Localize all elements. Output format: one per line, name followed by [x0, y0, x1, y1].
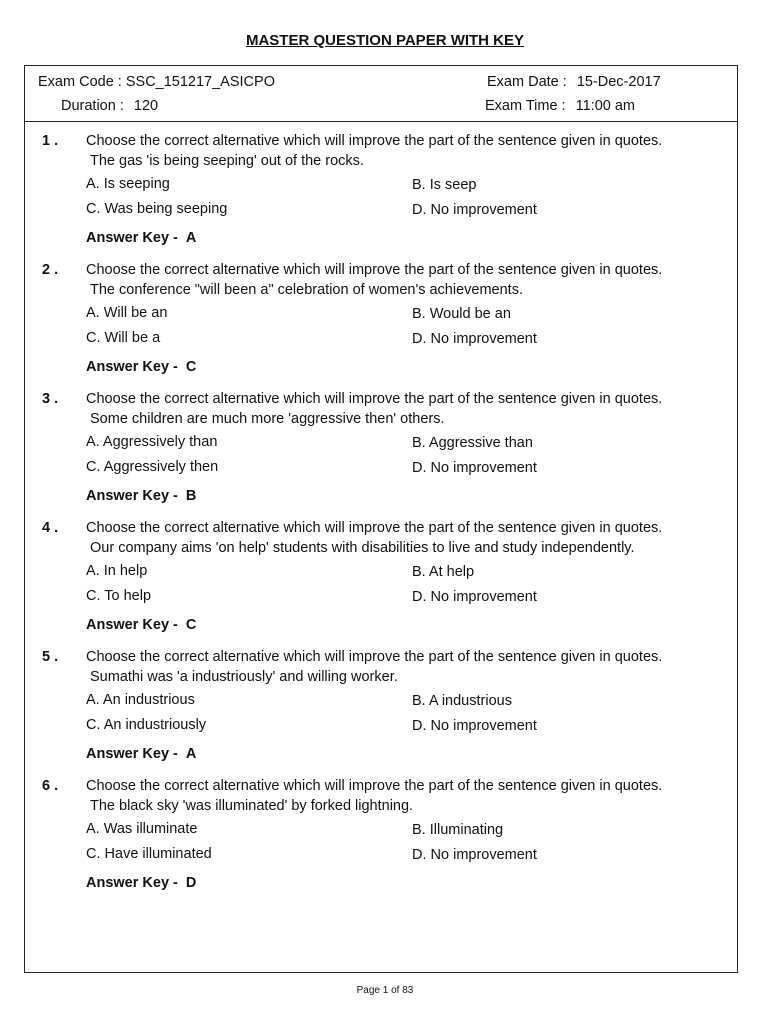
answer-key	[86, 875, 196, 891]
answer-key-label: Answer Key -	[86, 617, 178, 633]
exam-time-value: 11:00 am	[575, 98, 635, 114]
answer-key-label: Answer Key -	[86, 746, 178, 762]
exam-code-label: Exam Code :	[38, 74, 122, 90]
option-d: D. No improvement	[412, 460, 537, 476]
question-number: 4 .	[42, 520, 59, 536]
duration	[61, 98, 158, 114]
answer-key-value: C	[185, 617, 197, 633]
answer-key-value: A	[185, 746, 197, 762]
question-number: 5 .	[42, 649, 59, 665]
question-prompt: Choose the correct alternative which will improve the part of the sentence given in quotes.	[86, 649, 663, 665]
exam-time-label: Exam Time :	[485, 98, 566, 114]
question-number: 1 .	[42, 133, 59, 149]
option-b: B. A industrious	[412, 693, 512, 709]
answer-key-value: B	[185, 488, 197, 504]
question-number: 3 .	[42, 391, 59, 407]
question-prompt: Choose the correct alternative which will improve the part of the sentence given in quotes.	[86, 391, 663, 407]
question-sentence: The conference "will been a" celebration of women's achievements.	[90, 282, 523, 298]
option-a: A. Is seeping	[86, 176, 170, 192]
header-divider	[25, 121, 737, 122]
duration-label: Duration :	[61, 98, 124, 114]
question-sentence: Sumathi was 'a industriously' and willing worker.	[90, 669, 398, 685]
option-d: D. No improvement	[412, 202, 537, 218]
option-b: B. Would be an	[412, 306, 511, 322]
question-sentence: The gas 'is being seeping' out of the rocks.	[90, 153, 364, 169]
exam-code-value: SSC_151217_ASICPO	[125, 74, 275, 90]
option-c: C. Was being seeping	[86, 201, 228, 217]
exam-date-label: Exam Date :	[487, 74, 567, 90]
question-sentence: Some children are much more 'aggressive then' others.	[90, 411, 445, 427]
question-prompt: Choose the correct alternative which will improve the part of the sentence given in quotes.	[86, 778, 663, 794]
option-d: D. No improvement	[412, 718, 537, 734]
answer-key-label: Answer Key -	[86, 488, 178, 504]
exam-date	[487, 74, 661, 90]
question-number: 6 .	[42, 778, 59, 794]
question-paper-frame	[24, 65, 738, 973]
answer-key-label: Answer Key -	[86, 230, 178, 246]
answer-key	[86, 230, 196, 246]
answer-key-value: A	[185, 230, 197, 246]
question-number: 2 .	[42, 262, 59, 278]
question-prompt: Choose the correct alternative which will improve the part of the sentence given in quotes.	[86, 520, 663, 536]
option-b: B. At help	[412, 564, 475, 580]
page-footer: Page 1 of 83	[356, 985, 414, 996]
option-d: D. No improvement	[412, 331, 537, 347]
answer-key	[86, 617, 196, 633]
option-c: C. Will be a	[86, 330, 161, 346]
duration-value: 120	[133, 98, 159, 114]
option-c: C. An industriously	[86, 717, 207, 733]
option-c: C. To help	[86, 588, 152, 604]
option-a: A. Will be an	[86, 305, 168, 321]
answer-key-value: D	[185, 875, 197, 891]
option-a: A. In help	[86, 563, 148, 579]
option-b: B. Is seep	[412, 177, 477, 193]
answer-key-value: C	[185, 359, 197, 375]
answer-key	[86, 488, 196, 504]
answer-key	[86, 359, 196, 375]
exam-code	[38, 74, 275, 90]
question-prompt: Choose the correct alternative which will improve the part of the sentence given in quotes.	[86, 262, 663, 278]
answer-key-label: Answer Key -	[86, 359, 178, 375]
exam-date-value: 15-Dec-2017	[576, 74, 661, 90]
option-a: A. Aggressively than	[86, 434, 218, 450]
answer-key	[86, 746, 196, 762]
option-c: C. Have illuminated	[86, 846, 212, 862]
page-title: MASTER QUESTION PAPER WITH KEY	[245, 32, 525, 49]
option-b: B. Aggressive than	[412, 435, 533, 451]
question-prompt: Choose the correct alternative which will improve the part of the sentence given in quotes.	[86, 133, 663, 149]
option-a: A. Was illuminate	[86, 821, 198, 837]
option-d: D. No improvement	[412, 847, 537, 863]
option-d: D. No improvement	[412, 589, 537, 605]
option-b: B. Illuminating	[412, 822, 504, 838]
option-a: A. An industrious	[86, 692, 195, 708]
question-sentence: The black sky 'was illuminated' by forked lightning.	[90, 798, 414, 814]
exam-time	[485, 98, 635, 114]
option-c: C. Aggressively then	[86, 459, 219, 475]
answer-key-label: Answer Key -	[86, 875, 178, 891]
question-sentence: Our company aims 'on help' students with disabilities to live and study independently.	[90, 540, 635, 556]
